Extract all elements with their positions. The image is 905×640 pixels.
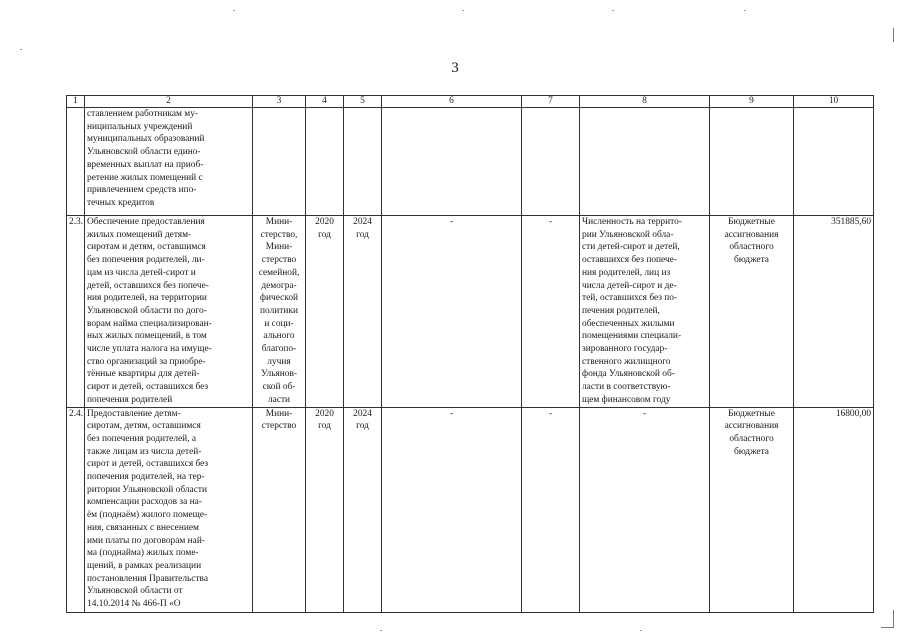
- scan-artifact: [462, 10, 464, 11]
- row-number: 2.4.: [67, 407, 85, 612]
- scan-artifact: [640, 630, 642, 631]
- row-end-year: 2024 год: [353, 408, 372, 432]
- row-name: Обеспечение предоставления жилых помещений детям- сиротам и детям, оставшимся без попечения родителей, ли- цам из числа детей-сирот и детей, оставшихся без попече- ния родителей, на территории Ульяновской области по дого- ворам найма специализирован- ных жилых помещений, в том числе уплата налога на имуще- ство организаций за приобре- тённые квартиры для детей- сирот и детей, оставшихся без попечения родителей: [87, 217, 212, 405]
- header-cell: 2: [85, 96, 253, 108]
- table-row: [67, 216, 874, 408]
- header-cell: 4: [306, 96, 344, 108]
- header-cell: 8: [580, 96, 710, 108]
- row-col7: -: [522, 407, 580, 612]
- table-row: [67, 407, 874, 612]
- scan-artifact: [744, 10, 746, 11]
- scan-artifact: [233, 10, 235, 11]
- header-cell: 10: [794, 96, 874, 108]
- row-start-year: 2020 год: [315, 217, 334, 240]
- row-col7: [522, 108, 580, 216]
- row-name: ставлением работникам му- ниципальных учреждений муниципальных образований Ульяновской области едино- временных выплат на приоб- ретение жилых помещений с привлечением средств ипо- течных кредитов: [87, 109, 205, 208]
- header-cell: 3: [253, 96, 306, 108]
- row-number: [67, 108, 85, 216]
- row-number: 2.3.: [67, 216, 85, 408]
- scan-artifact: [881, 627, 894, 628]
- row-name: Предоставление детям- сиротам, детям, оставшимся без попечения родителей, а также лицам из числа детей- сирот и детей, оставшихся без попечения родителей, на тер- ритории Ульяновской области компенсации расходов за на- ём (поднаём) жилого помеще- ния, связанных с внесением ими платы по договорам най- ма (поднайма) жилых поме- щений, в рамках реализации постановления Правительства Ульяновской области от 14.10.2014 № 466-П «О: [87, 408, 209, 610]
- row-amount: 351885,60: [794, 216, 874, 408]
- row-amount: [794, 108, 874, 216]
- row-amount: 16800,00: [794, 407, 874, 612]
- scan-artifact: [612, 10, 614, 11]
- row-col6: -: [382, 216, 522, 408]
- page-number: 3: [451, 60, 459, 76]
- scan-artifact: [893, 28, 894, 42]
- row-indicator: Численность на террито- рии Ульяновской обла- сти детей-сирот и детей, оставшихся без попече- ния родителей, лиц из числа детей-сирот и де- тей, оставшихся без по- печения родителей, обеспеченных жилыми помещениями специали- зированного государ- ственного жилищного фонда Ульяновской об- ласти в соответствую- щем финансовом году: [582, 217, 682, 405]
- scan-artifact: [20, 49, 22, 50]
- table-row: [67, 108, 874, 216]
- row-start-year: 2020 год: [315, 408, 334, 432]
- scan-artifact: [893, 610, 894, 628]
- header-cell: 9: [710, 96, 794, 108]
- row-executor: Мини- стерство: [261, 408, 297, 432]
- row-col7: -: [522, 216, 580, 408]
- header-cell: 5: [344, 96, 382, 108]
- row-end-year: 2024 год: [353, 217, 372, 240]
- header-cell: 1: [67, 96, 85, 108]
- row-col6: -: [382, 407, 522, 612]
- scan-artifact: [380, 630, 382, 631]
- program-table: [66, 95, 874, 613]
- table-header-row: [67, 96, 874, 108]
- row-source: Бюджетные ассигнования областного бюджета: [724, 217, 779, 266]
- header-cell: 6: [382, 96, 522, 108]
- row-col6: [382, 108, 522, 216]
- row-indicator: -: [580, 407, 710, 612]
- header-cell: 7: [522, 96, 580, 108]
- row-executor: Мини- стерство, Мини- стерство семейной, демогра- фической политики и соци- ального благопо- лучия Ульянов- ской об- ласти: [258, 217, 300, 405]
- row-source: Бюджетные ассигнования областного бюджета: [724, 408, 779, 457]
